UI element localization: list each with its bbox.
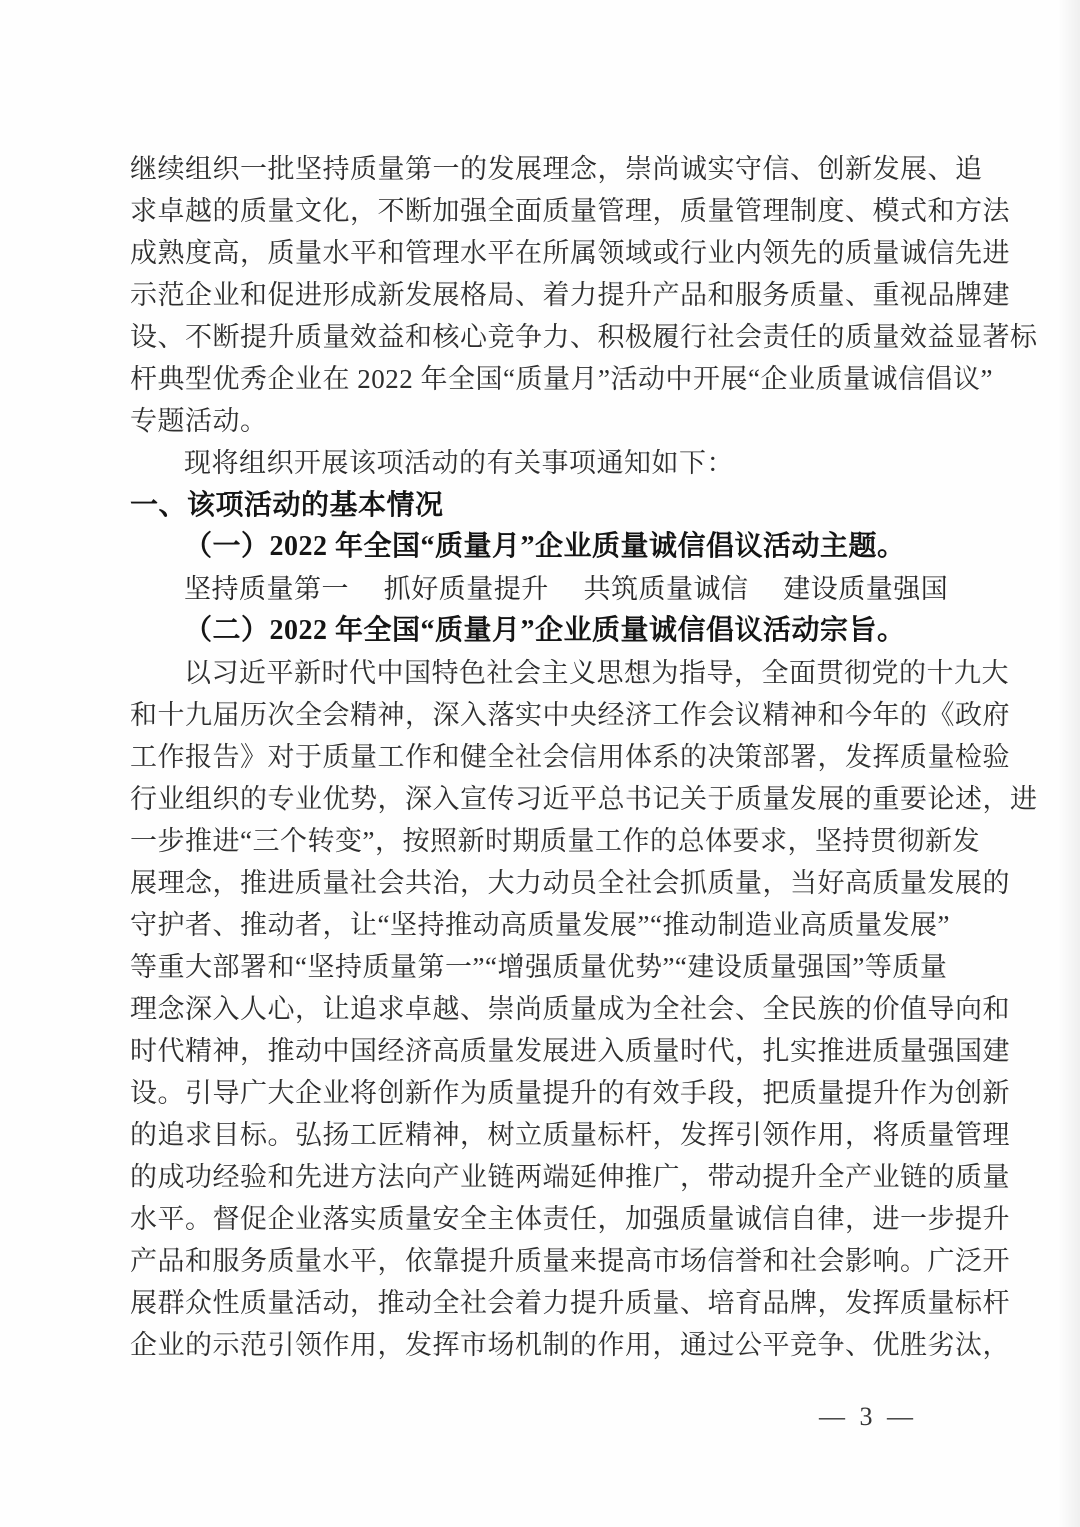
text-line: 水平。督促企业落实质量安全主体责任，加强质量诚信自律，进一步提升 <box>130 1204 1010 1234</box>
text-line: 一步推进“三个转变”，按照新时期质量工作的总体要求，坚持贯彻新发 <box>130 826 980 856</box>
text-line: 以习近平新时代中国特色社会主义思想为指导，全面贯彻党的十九大 <box>184 658 1009 688</box>
text-line: 理念深入人心，让追求卓越、崇尚质量成为全社会、全民族的价值导向和 <box>130 994 1010 1024</box>
text-line: 杆典型优秀企业在 2022 年全国“质量月”活动中开展“企业质量诚信倡议” <box>130 364 993 394</box>
document-text-column <box>130 148 1038 1366</box>
text-line: 专题活动。 <box>130 406 268 436</box>
text-line: 和十九届历次全会精神，深入落实中央经济工作会议精神和今年的《政府 <box>130 700 1010 730</box>
text-line: 的成功经验和先进方法向产业链两端延伸推广，带动提升全产业链的质量 <box>130 1162 1010 1192</box>
text-line: 示范企业和促进形成新发展格局、着力提升产品和服务质量、重视品牌建 <box>130 280 1010 310</box>
text-line: （二）2022 年全国“质量月”企业质量诚信倡议活动宗旨。 <box>184 615 906 646</box>
text-line: 设、不断提升质量效益和核心竞争力、积极履行社会责任的质量效益显著标 <box>130 322 1038 352</box>
text-line: 工作报告》对于质量工作和健全社会信用体系的决策部署，发挥质量检验 <box>130 742 1010 772</box>
text-line: 一、该项活动的基本情况 <box>130 489 444 520</box>
text-line: 守护者、推动者，让“坚持推动高质量发展”“推动制造业高质量发展” <box>130 910 950 940</box>
text-line: 的追求目标。弘扬工匠精神，树立质量标杆，发挥引领作用，将质量管理 <box>130 1120 1010 1150</box>
text-line: 继续组织一批坚持质量第一的发展理念，崇尚诚实守信、创新发展、追 <box>130 154 983 184</box>
text-line: 成熟度高，质量水平和管理水平在所属领域或行业内领先的质量诚信先进 <box>130 238 1010 268</box>
text-line: 设。引导广大企业将创新作为质量提升的有效手段，把质量提升作为创新 <box>130 1078 1010 1108</box>
text-line: （一）2022 年全国“质量月”企业质量诚信倡议活动主题。 <box>184 531 906 562</box>
page-number: — 3 — <box>819 1402 917 1431</box>
text-line: 展理念，推进质量社会共治，大力动员全社会抓质量，当好高质量发展的 <box>130 868 1010 898</box>
text-line: 产品和服务质量水平，依靠提升质量来提高市场信誉和社会影响。广泛开 <box>130 1246 1010 1276</box>
text-line: 行业组织的专业优势，深入宣传习近平总书记关于质量发展的重要论述，进 <box>130 784 1038 814</box>
text-line: 求卓越的质量文化，不断加强全面质量管理，质量管理制度、模式和方法 <box>130 196 1010 226</box>
text-line: 时代精神，推动中国经济高质量发展进入质量时代，扎实推进质量强国建 <box>130 1036 1010 1066</box>
text-line: 企业的示范引领作用，发挥市场机制的作用，通过公平竞争、优胜劣汰， <box>130 1330 1010 1360</box>
text-line: 现将组织开展该项活动的有关事项通知如下： <box>184 448 734 478</box>
text-line: 展群众性质量活动，推动全社会着力提升质量、培育品牌，发挥质量标杆 <box>130 1288 1010 1318</box>
text-line: 坚持质量第一 抓好质量提升 共筑质量诚信 建设质量强国 <box>184 574 949 604</box>
text-line: 等重大部署和“坚持质量第一”“增强质量优势”“建设质量强国”等质量 <box>130 952 948 982</box>
